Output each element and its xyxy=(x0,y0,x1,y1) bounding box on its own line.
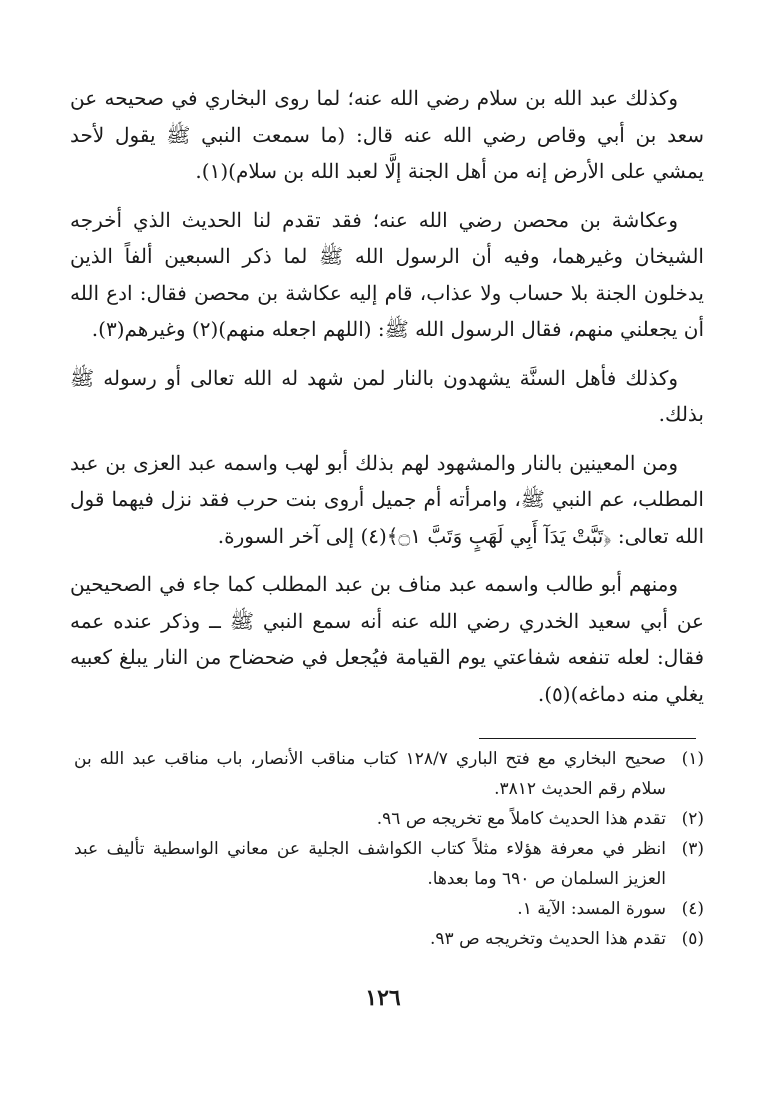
paragraph-2: وعكاشة بن محصن رضي الله عنه؛ فقد تقدم لنا الحديث الذي أخرجه الشيخان وغيرهما، وفيه أن الرسول الله ﷺ لما ذكر السبعين ألفاً الذين يدخلون الجنة بلا حساب ولا عذاب، قام إليه عكاشة بن محصن فقال: ادع الله أن يجعلني منهم، فقال الرسول الله ﷺ: (اللهم اجعله منهم)(٢) وغيرهم(٣). xyxy=(70,207,704,341)
footnote-2 xyxy=(74,804,704,834)
footnote-number: (٤) xyxy=(681,899,704,919)
footnote-number: (١) xyxy=(681,749,704,769)
paragraph-5: ومنهم أبو طالب واسمه عبد مناف بن عبد المطلب كما جاء في الصحيحين عن أبي سعيد الخدري رضي الله عنه أنه سمع النبي ﷺ ــ وذكر عنده عمه فقال: لعله تنفعه شفاعتي يوم القيامة فيُجعل في ضحضاح من النار يبلغ كعبيه يغلي منه دماغه)(٥). xyxy=(70,572,704,706)
footnote-number: (٥) xyxy=(681,929,704,949)
main-text xyxy=(70,80,704,712)
footnote-text: سورة المسد: الآية ١. xyxy=(517,899,666,919)
paragraph-3: وكذلك فأهل السنَّة يشهدون بالنار لمن شهد له الله تعالى أو رسوله ﷺ بذلك. xyxy=(70,365,704,426)
footnote-divider xyxy=(479,738,696,739)
paragraph-4: ومن المعينين بالنار والمشهود لهم بذلك أبو لهب واسمه عبد العزى بن عبد المطلب، عم النبي ﷺ، وامرأته أم جميل أروى بنت حرب فقد نزل فيهما قول الله تعالى: ﴿تَبَّتْ يَدَآ أَبِي لَهَبٍ وَتَبَّ ۝١﴾(٤) إلى آخر السورة. xyxy=(70,450,704,548)
page-number: ١٢٦ xyxy=(365,985,401,1011)
footnote-text: تقدم هذا الحديث وتخريجه ص ٩٣. xyxy=(430,929,666,949)
footnote-text: تقدم هذا الحديث كاملاً مع تخريجه ص ٩٦. xyxy=(376,809,666,829)
footnotes xyxy=(74,744,704,954)
footnote-5 xyxy=(74,924,704,954)
footnote-4 xyxy=(74,894,704,924)
footnote-text: صحيح البخاري مع فتح الباري ١٢٨/٧ كتاب مناقب الأنصار، باب مناقب عبد الله بن سلام رقم الحديث ٣٨١٢. xyxy=(74,749,666,799)
footnote-number: (٢) xyxy=(681,809,704,829)
footnote-text: انظر في معرفة هؤلاء مثلاً كتاب الكواشف الجلية عن معاني الواسطية تأليف عبد العزيز السلمان ص ٦٩٠ وما بعدها. xyxy=(74,839,666,889)
footnote-number: (٣) xyxy=(681,839,704,859)
footnote-3 xyxy=(74,834,704,894)
footnote-1 xyxy=(74,744,704,804)
paragraph-1: وكذلك عبد الله بن سلام رضي الله عنه؛ لما روى البخاري في صحيحه عن سعد بن أبي وقاص رضي الله عنه قال: (ما سمعت النبي ﷺ يقول لأحد يمشي على الأرض إنه من أهل الجنة إلَّا لعبد الله بن سلام)(١). xyxy=(70,86,704,183)
